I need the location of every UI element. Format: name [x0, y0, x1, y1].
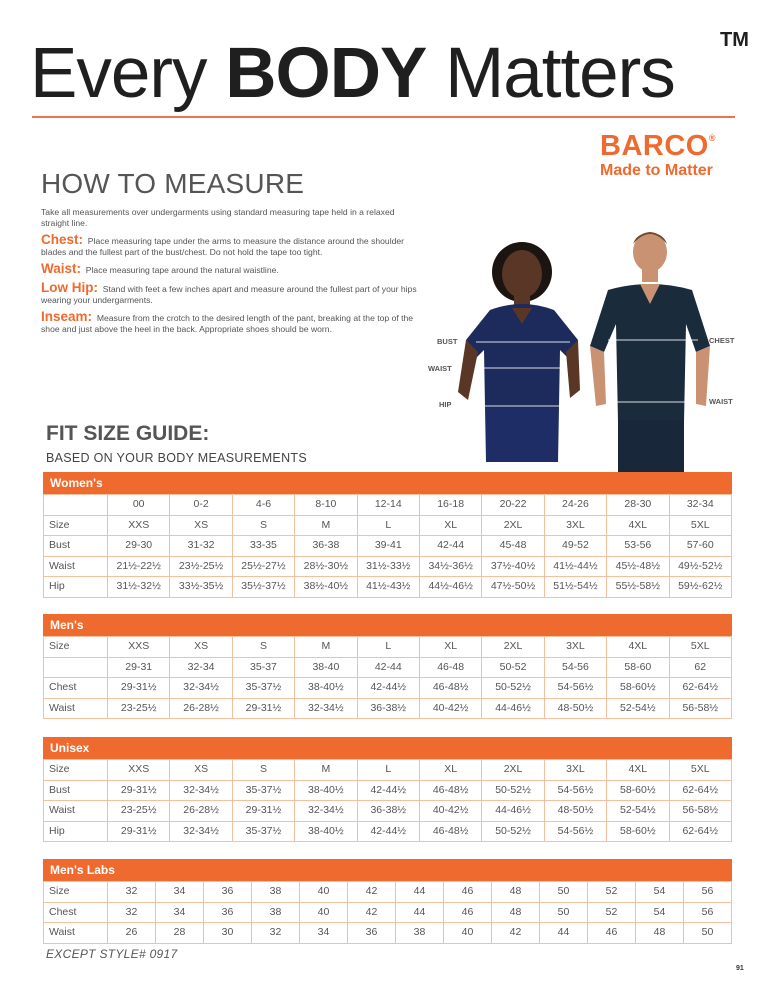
table-cell: 42: [348, 882, 396, 903]
table-cell: S: [232, 637, 294, 658]
table-cell: 26: [108, 923, 156, 944]
table-cell: 31½-32½: [108, 577, 170, 598]
table-cell: 35-37½: [232, 780, 294, 801]
hero-text-1: Every: [30, 34, 226, 113]
womens-grid: [43, 494, 732, 598]
models-figure: [428, 222, 748, 472]
row-label: Bust: [44, 536, 108, 557]
table-cell: 38-40½: [295, 678, 357, 699]
table-cell: 62-64½: [669, 821, 731, 842]
brand-name-line: [600, 131, 740, 161]
table-cell: 28: [156, 923, 204, 944]
table-cell: 20-22: [482, 495, 544, 516]
brand-tagline: Made to Matter: [600, 162, 713, 179]
desc-low-hip: Stand with feet a few inches apart and measure around the fullest part of your hips wearing your undergarments.: [41, 283, 417, 305]
table-cell: 40-42½: [419, 801, 481, 822]
term-waist: Waist:: [41, 261, 81, 277]
table-cell: 54: [636, 902, 684, 923]
table-cell: 36: [204, 902, 252, 923]
label-chest: CHEST: [709, 336, 735, 345]
table-cell: 2XL: [482, 637, 544, 658]
table-row: [44, 821, 732, 842]
mens-size-table: [43, 614, 732, 719]
term-low-hip: Low Hip:: [41, 279, 98, 295]
row-label: Waist: [44, 556, 108, 577]
term-inseam: Inseam:: [41, 309, 93, 325]
table-cell: 42-44½: [357, 780, 419, 801]
table-cell: 41½-43½: [357, 577, 419, 598]
table-cell: 50-52: [482, 657, 544, 678]
desc-inseam: Measure from the crotch to the desired length of the pant, breaking at the top of the shoe and just above the heel in the back. Appropriate shoes should be worn.: [41, 313, 414, 334]
table-cell: 44: [396, 902, 444, 923]
row-label: Size: [44, 882, 108, 903]
table-cell: L: [357, 515, 419, 536]
table-cell: 54-56½: [544, 678, 606, 699]
table-cell: 34: [156, 902, 204, 923]
table-cell: 8-10: [295, 495, 357, 516]
table-cell: 46: [588, 923, 636, 944]
desc-chest: Place measuring tape under the arms to measure the distance around the shoulder blades and the fullest part of the bust/chest. Do not hold the tape too tight.: [41, 236, 405, 257]
desc-waist: Place measuring tape around the natural waistline.: [85, 265, 279, 276]
row-label: Waist: [44, 923, 108, 944]
table-row: [44, 536, 732, 557]
table-cell: 4XL: [607, 515, 669, 536]
table-cell: 2XL: [482, 515, 544, 536]
table-row: [44, 657, 732, 678]
instruction-waist: [41, 262, 421, 276]
label-waist-left: WAIST: [428, 364, 452, 373]
table-cell: 34: [300, 923, 348, 944]
table-cell: 52-54½: [607, 698, 669, 719]
table-cell: 25½-27½: [232, 556, 294, 577]
table-row: [44, 637, 732, 658]
table-cell: 32: [108, 882, 156, 903]
table-cell: 58-60: [607, 657, 669, 678]
table-cell: 5XL: [669, 515, 731, 536]
table-cell: 48: [636, 923, 684, 944]
table-cell: 34: [156, 882, 204, 903]
table-cell: L: [357, 760, 419, 781]
table-cell: 36-38½: [357, 801, 419, 822]
instruction-inseam: [41, 310, 421, 334]
male-model: [590, 232, 710, 472]
table-cell: 35-37: [232, 657, 294, 678]
table-cell: 32: [108, 902, 156, 923]
table-cell: L: [357, 637, 419, 658]
table-cell: 52: [588, 902, 636, 923]
table-cell: 48-50½: [544, 698, 606, 719]
table-cell: 3XL: [544, 515, 606, 536]
table-cell: 47½-50½: [482, 577, 544, 598]
table-cell: 36: [348, 923, 396, 944]
table-row: [44, 556, 732, 577]
table-row: [44, 495, 732, 516]
label-hip: HIP: [439, 400, 452, 409]
table-cell: 36-38: [295, 536, 357, 557]
intro-text: Take all measurements over undergarments using standard measuring tape held in a relaxed straight line.: [41, 207, 395, 228]
womens-header: Women's: [43, 472, 732, 494]
table-cell: 38½-40½: [295, 577, 357, 598]
table-cell: 34½-36½: [419, 556, 481, 577]
table-cell: 44: [396, 882, 444, 903]
table-cell: 40-42½: [419, 698, 481, 719]
table-cell: 40: [300, 882, 348, 903]
row-label: Chest: [44, 678, 108, 699]
table-cell: 29-31½: [108, 780, 170, 801]
table-cell: S: [232, 760, 294, 781]
table-cell: M: [295, 515, 357, 536]
table-cell: 45-48: [482, 536, 544, 557]
how-to-title: HOW TO MEASURE: [41, 168, 305, 199]
row-label: Size: [44, 637, 108, 658]
table-cell: 54-56½: [544, 780, 606, 801]
hero-text-2: Matters: [426, 34, 675, 113]
table-cell: 44½-46½: [419, 577, 481, 598]
table-cell: 26-28½: [170, 801, 232, 822]
table-cell: 21½-22½: [108, 556, 170, 577]
table-cell: 38: [252, 902, 300, 923]
unisex-size-table: [43, 737, 732, 842]
table-cell: 37½-40½: [482, 556, 544, 577]
table-cell: 32-34½: [295, 698, 357, 719]
table-cell: 46: [444, 882, 492, 903]
table-cell: 4-6: [232, 495, 294, 516]
row-label: Chest: [44, 902, 108, 923]
table-cell: 00: [108, 495, 170, 516]
table-cell: M: [295, 637, 357, 658]
hero-headline: [30, 29, 750, 113]
table-cell: 62: [669, 657, 731, 678]
table-row: [44, 515, 732, 536]
table-cell: 28-30: [607, 495, 669, 516]
table-cell: XS: [170, 515, 232, 536]
table-cell: 5XL: [669, 760, 731, 781]
table-cell: 48-50½: [544, 801, 606, 822]
table-cell: 28½-30½: [295, 556, 357, 577]
table-cell: 52: [588, 882, 636, 903]
table-cell: 58-60½: [607, 780, 669, 801]
table-cell: 26-28½: [170, 698, 232, 719]
table-cell: 42-44½: [357, 821, 419, 842]
table-cell: 50-52½: [482, 821, 544, 842]
table-cell: 46-48½: [419, 821, 481, 842]
row-label: [44, 657, 108, 678]
table-cell: 29-31: [108, 657, 170, 678]
mens-grid: [43, 636, 732, 719]
brand-name: BARCO: [600, 130, 709, 162]
table-cell: XXS: [108, 515, 170, 536]
table-cell: 35-37½: [232, 678, 294, 699]
row-label: Size: [44, 760, 108, 781]
table-cell: XS: [170, 637, 232, 658]
table-cell: 5XL: [669, 637, 731, 658]
table-cell: 50: [540, 902, 588, 923]
table-cell: 53-56: [607, 536, 669, 557]
mens-header: Men's: [43, 614, 732, 636]
table-cell: 3XL: [544, 760, 606, 781]
table-cell: 32-34: [170, 657, 232, 678]
table-cell: 38: [252, 882, 300, 903]
table-cell: M: [295, 760, 357, 781]
table-cell: XL: [419, 515, 481, 536]
table-cell: 32-34½: [170, 821, 232, 842]
female-model: [458, 242, 580, 462]
table-row: [44, 780, 732, 801]
table-cell: 24-26: [544, 495, 606, 516]
table-row: [44, 698, 732, 719]
table-cell: 59½-62½: [669, 577, 731, 598]
table-cell: 44: [540, 923, 588, 944]
label-waist-right: WAIST: [709, 397, 733, 406]
table-cell: 56: [684, 882, 732, 903]
table-cell: 46: [444, 902, 492, 923]
table-row: [44, 882, 732, 903]
table-cell: 29-30: [108, 536, 170, 557]
table-cell: 35-37½: [232, 821, 294, 842]
table-cell: 32-34½: [170, 780, 232, 801]
hero-text-bold: BODY: [225, 34, 427, 113]
table-cell: 38: [396, 923, 444, 944]
table-cell: 44-46½: [482, 698, 544, 719]
table-cell: 29-31½: [108, 678, 170, 699]
table-row: [44, 801, 732, 822]
table-cell: XL: [419, 760, 481, 781]
table-cell: 50: [540, 882, 588, 903]
row-label: Hip: [44, 577, 108, 598]
table-row: [44, 678, 732, 699]
table-cell: 42-44: [419, 536, 481, 557]
table-cell: 33½-35½: [170, 577, 232, 598]
table-row: [44, 923, 732, 944]
table-cell: 57-60: [669, 536, 731, 557]
term-chest: Chest:: [41, 232, 84, 248]
table-cell: XL: [419, 637, 481, 658]
table-cell: S: [232, 515, 294, 536]
table-cell: 23-25½: [108, 698, 170, 719]
fit-guide-title: FIT SIZE GUIDE:: [46, 422, 210, 445]
table-row: [44, 577, 732, 598]
table-cell: 45½-48½: [607, 556, 669, 577]
table-cell: 2XL: [482, 760, 544, 781]
table-cell: XXS: [108, 637, 170, 658]
table-cell: 58-60½: [607, 678, 669, 699]
table-cell: 38-40½: [295, 780, 357, 801]
registered-mark: ®: [708, 133, 716, 143]
except-note: EXCEPT STYLE# 0917: [46, 947, 178, 961]
table-cell: 56-58½: [669, 801, 731, 822]
table-cell: 62-64½: [669, 678, 731, 699]
table-cell: 40: [300, 902, 348, 923]
table-cell: 30: [204, 923, 252, 944]
table-cell: 44-46½: [482, 801, 544, 822]
table-cell: 51½-54½: [544, 577, 606, 598]
table-cell: 23-25½: [108, 801, 170, 822]
table-cell: 56: [684, 902, 732, 923]
table-cell: 52-54½: [607, 801, 669, 822]
table-cell: 29-31½: [108, 821, 170, 842]
table-cell: 39-41: [357, 536, 419, 557]
trademark-mark: TM: [720, 29, 749, 51]
table-cell: 46-48½: [419, 678, 481, 699]
table-cell: 31-32: [170, 536, 232, 557]
table-cell: 46-48½: [419, 780, 481, 801]
table-cell: 33-35: [232, 536, 294, 557]
table-cell: XS: [170, 760, 232, 781]
measure-instructions: [41, 207, 421, 339]
table-cell: 55½-58½: [607, 577, 669, 598]
table-cell: 41½-44½: [544, 556, 606, 577]
womens-size-table: [43, 472, 732, 598]
row-label: Bust: [44, 780, 108, 801]
fit-guide-subtitle: BASED ON YOUR BODY MEASUREMENTS: [46, 451, 307, 465]
table-cell: 48: [492, 902, 540, 923]
table-cell: 29-31½: [232, 698, 294, 719]
table-cell: 46-48: [419, 657, 481, 678]
table-cell: 4XL: [607, 760, 669, 781]
table-cell: 32-34½: [295, 801, 357, 822]
table-cell: 32-34½: [170, 678, 232, 699]
table-cell: 54-56½: [544, 821, 606, 842]
table-cell: 50-52½: [482, 678, 544, 699]
table-cell: 0-2: [170, 495, 232, 516]
brand-logo: [600, 131, 740, 180]
table-cell: 62-64½: [669, 780, 731, 801]
row-label: Waist: [44, 801, 108, 822]
mens-labs-size-table: [43, 859, 732, 944]
table-cell: 42: [348, 902, 396, 923]
table-cell: 35½-37½: [232, 577, 294, 598]
table-row: [44, 902, 732, 923]
table-cell: 56-58½: [669, 698, 731, 719]
table-cell: 50: [684, 923, 732, 944]
instruction-low-hip: [41, 281, 421, 305]
table-cell: 36-38½: [357, 698, 419, 719]
table-cell: 49-52: [544, 536, 606, 557]
table-cell: 29-31½: [232, 801, 294, 822]
table-cell: 32-34: [669, 495, 731, 516]
table-cell: 54-56: [544, 657, 606, 678]
table-cell: 31½-33½: [357, 556, 419, 577]
table-cell: 3XL: [544, 637, 606, 658]
mens-labs-grid: [43, 881, 732, 944]
row-label: Hip: [44, 821, 108, 842]
table-cell: 48: [492, 882, 540, 903]
row-label: Size: [44, 515, 108, 536]
table-cell: 23½-25½: [170, 556, 232, 577]
table-row: [44, 760, 732, 781]
table-cell: 58-60½: [607, 821, 669, 842]
table-cell: 40: [444, 923, 492, 944]
table-cell: XXS: [108, 760, 170, 781]
table-cell: 32: [252, 923, 300, 944]
unisex-header: Unisex: [43, 737, 732, 759]
table-cell: 38-40½: [295, 821, 357, 842]
mens-labs-header: Men's Labs: [43, 859, 732, 881]
table-cell: 49½-52½: [669, 556, 731, 577]
unisex-grid: [43, 759, 732, 842]
table-cell: 16-18: [419, 495, 481, 516]
table-cell: 50-52½: [482, 780, 544, 801]
page-number: 91: [736, 965, 744, 972]
instruction-chest: [41, 233, 421, 257]
table-cell: 42-44½: [357, 678, 419, 699]
header-divider: [32, 116, 735, 118]
table-cell: 42-44: [357, 657, 419, 678]
table-cell: 12-14: [357, 495, 419, 516]
table-cell: 42: [492, 923, 540, 944]
table-cell: 4XL: [607, 637, 669, 658]
table-cell: 36: [204, 882, 252, 903]
row-label: Waist: [44, 698, 108, 719]
table-cell: 38-40: [295, 657, 357, 678]
table-cell: 54: [636, 882, 684, 903]
row-label: [44, 495, 108, 516]
models-illustration: [428, 222, 748, 472]
label-bust: BUST: [437, 337, 458, 346]
